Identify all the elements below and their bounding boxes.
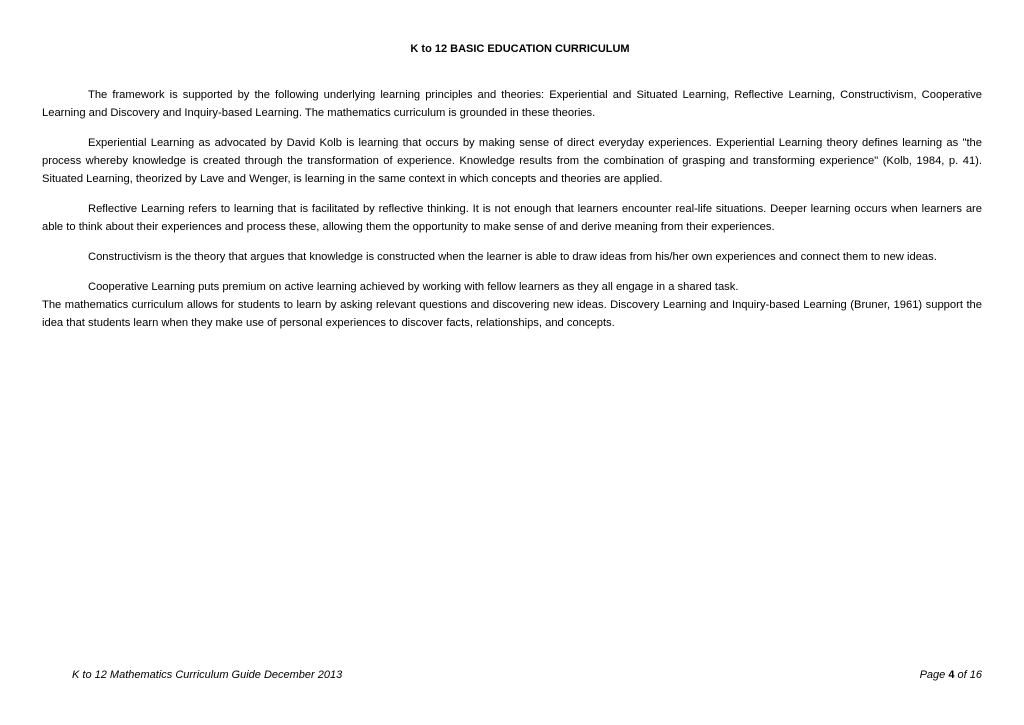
paragraph-framework: The framework is supported by the following underlying learning principles and theories: Experiential and Situated Learning, Reflective Learning, Constructivism, Cooperative Learning and Discovery and Inquiry-based Learning. The mathematics curriculum is grounded in these theories. (42, 89, 982, 119)
document-body (42, 86, 982, 344)
footer-page-number (920, 668, 982, 682)
paragraph-cooperative-learning: Cooperative Learning puts premium on active learning achieved by working with fellow learners as they all engage in a shared task. (88, 281, 739, 293)
current-page: 4 (948, 669, 955, 681)
page-prefix: Page (919, 669, 946, 681)
page-title: K to 12 BASIC EDUCATION CURRICULUM (410, 43, 630, 55)
paragraph-discovery-learning: The mathematics curriculum allows for students to learn by asking relevant questions and discovering new ideas. Discovery Learning and Inquiry-based Learning (Bruner, 1961) support the idea that students learn when they make use of personal experiences to discover facts, relationships, and concepts. (42, 299, 982, 329)
footer-guide-label: K to 12 Mathematics Curriculum Guide December 2013 (72, 669, 343, 681)
paragraph-constructivism: Constructivism is the theory that argues that knowledge is constructed when the learner is able to draw ideas from his/her own experiences and connect them to new ideas. (88, 251, 937, 263)
paragraph-experiential-learning: Experiential Learning as advocated by David Kolb is learning that occurs by making sense of direct everyday experiences. Experiential Learning theory defines learning as "the process whereby knowledge is created through the transformation of experience. Knowledge results from the combination of grasping and transforming experience" (Kolb, 1984, p. 41). Situated Learning, theorized by Lave and Wenger, is learning in the same context in which concepts and theories are applied. (42, 137, 982, 185)
page-suffix: of 16 (957, 669, 982, 681)
paragraph-reflective-learning: Reflective Learning refers to learning that is facilitated by reflective thinking. It is not enough that learners encounter real-life situations. Deeper learning occurs when learners are able to think about their experiences and process these, allowing them the opportunity to make sense of and derive meaning from their experiences. (42, 203, 982, 233)
